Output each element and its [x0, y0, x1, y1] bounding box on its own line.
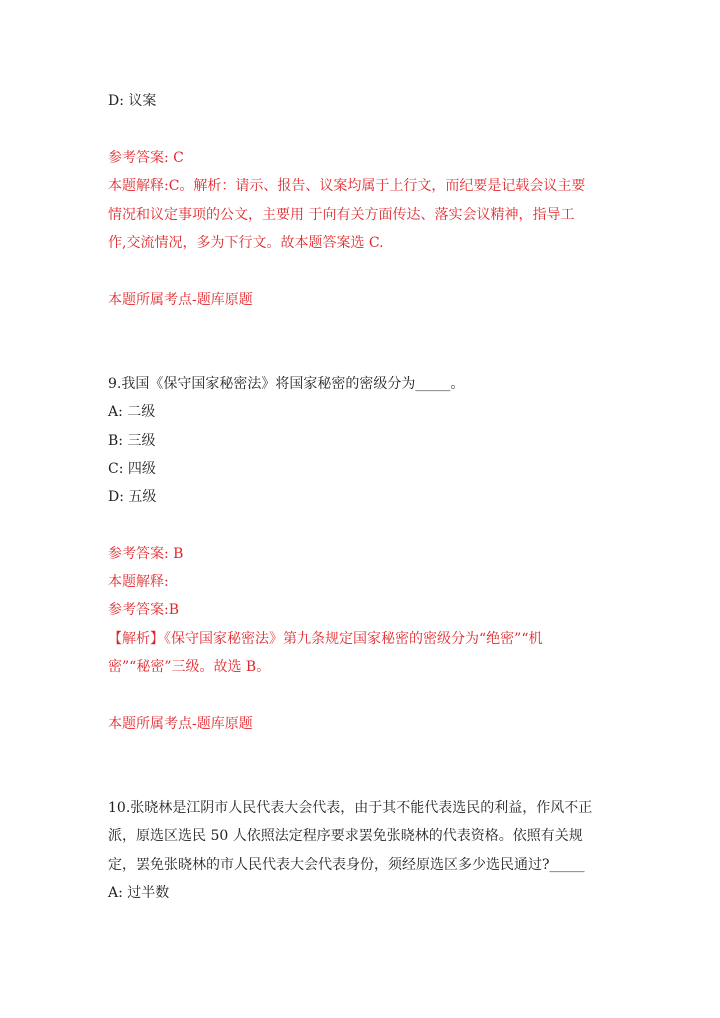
q9-analysis-line-2: 密”“秘密”三级。故选 B。 — [108, 659, 271, 675]
q9-option-d: D: 五级 — [108, 489, 157, 505]
q9-answer: 参考答案: B — [108, 546, 184, 562]
q9-explanation-label: 本题解释: — [108, 574, 169, 590]
q9-option-c: C: 四级 — [108, 461, 156, 477]
q10-question-line-3: 定，罢免张晓林的市人民代表大会代表身份，须经原选区多少选民通过?_____ — [108, 857, 585, 873]
q8-source: 本题所属考点-题库原题 — [108, 292, 253, 308]
q10-option-a: A: 过半数 — [108, 885, 170, 901]
q10-question-line-1: 10.张晓林是江阴市人民代表大会代表，由于其不能代表选民的利益，作风不正 — [108, 800, 593, 816]
q9-question: 9.我国《保守国家秘密法》将国家秘密的密级分为_____。 — [108, 376, 465, 392]
q9-analysis-line-1: 【解析】《保守国家秘密法》第九条规定国家秘密的密级分为“绝密”“机 — [108, 631, 543, 647]
q8-option-d: D: 议案 — [108, 93, 157, 109]
q9-source: 本题所属考点-题库原题 — [108, 716, 253, 732]
q9-option-b: B: 三级 — [108, 433, 156, 449]
q9-option-a: A: 二级 — [108, 404, 156, 420]
q10-question-line-2: 派，原选区选民 50 人依照法定程序要求罢免张晓林的代表资格。依照有关规 — [108, 828, 583, 844]
q8-explanation-line-3: 作,交流情况，多为下行文。故本题答案选 C. — [108, 235, 384, 251]
q9-answer-repeat: 参考答案:B — [108, 602, 180, 618]
q8-explanation-line-2: 情况和议定事项的公文，主要用 于向有关方面传达、落实会议精神，指导工 — [108, 207, 575, 223]
q8-explanation-line-1: 本题解释:C。解析：请示、报告、议案均属于上行文，而纪要是记载会议主要 — [108, 178, 586, 194]
q8-answer: 参考答案: C — [108, 150, 184, 166]
